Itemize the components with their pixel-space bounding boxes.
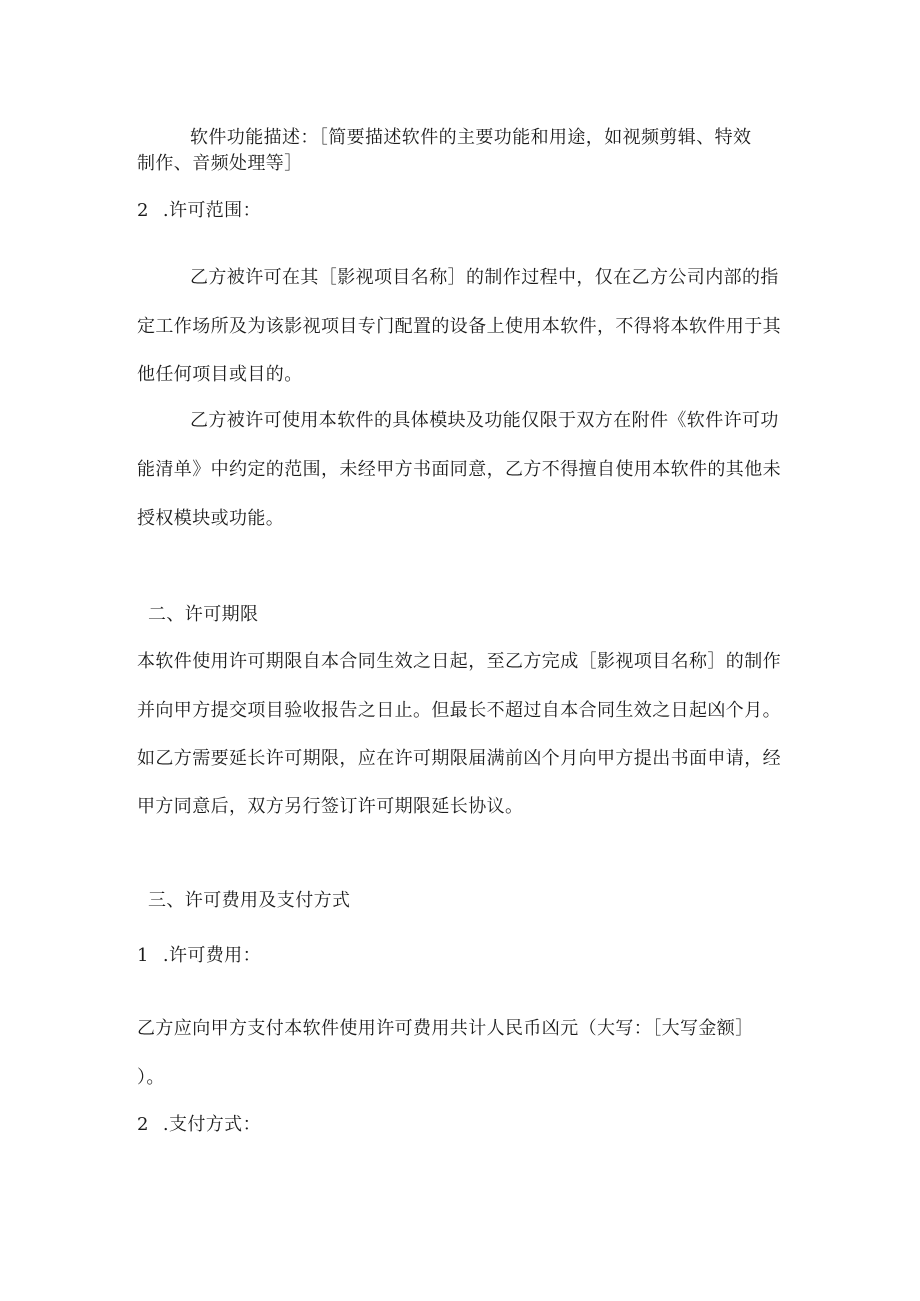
fee-line-2: ）。 bbox=[137, 1067, 165, 1088]
scope-para-1-line-2: 定工作场所及为该影视项目专门配置的设备上使用本软件，不得将本软件用于其 bbox=[137, 316, 781, 337]
item-number: 2 bbox=[137, 1114, 149, 1135]
section-2-heading: 二、许可期限 bbox=[148, 604, 259, 625]
term-line-3: 如乙方需要延长许可期限，应在许可期限届满前凶个月向甲方提出书面申请，经 bbox=[137, 748, 781, 769]
item-1-fee-heading bbox=[137, 945, 261, 967]
scope-para-2-line-1: 乙方被许可使用本软件的具体模块及功能仅限于双方在附件《软件许可功 bbox=[190, 410, 779, 431]
term-line-1: 本软件使用许可期限自本合同生效之日起，至乙方完成［影视项目名称］的制作 bbox=[137, 651, 781, 672]
scope-para-1-line-3: 他任何项目或目的。 bbox=[137, 364, 303, 385]
software-desc-line-2: 制作、音频处理等］ bbox=[137, 153, 303, 174]
software-desc-line-1: 软件功能描述：［简要描述软件的主要功能和用途，如视频剪辑、特效 bbox=[190, 127, 752, 148]
fee-line-1: 乙方应向甲方支付本软件使用许可费用共计人民币凶元（大写：［大写金额］ bbox=[137, 1018, 754, 1039]
item-label: .许可范围： bbox=[162, 200, 261, 221]
scope-para-1-line-1: 乙方被许可在其［影视项目名称］的制作过程中，仅在乙方公司内部的指 bbox=[190, 267, 779, 288]
term-line-2: 并向甲方提交项目验收报告之日止。但最长不超过自本合同生效之日起凶个月。 bbox=[137, 700, 781, 721]
scope-para-2-line-3: 授权模块或功能。 bbox=[137, 508, 285, 529]
item-number: 1 bbox=[137, 945, 149, 966]
item-2-payment-heading bbox=[137, 1114, 261, 1136]
section-3-heading: 三、许可费用及支付方式 bbox=[148, 890, 351, 911]
term-line-4: 甲方同意后，双方另行签订许可期限延长协议。 bbox=[137, 796, 524, 817]
scope-para-2-line-2: 能清单》中约定的范围，未经甲方书面同意，乙方不得擅自使用本软件的其他未 bbox=[137, 459, 781, 480]
item-2-scope-heading bbox=[137, 200, 261, 222]
item-number: 2 bbox=[137, 200, 149, 221]
item-label: .支付方式： bbox=[162, 1114, 261, 1135]
item-label: .许可费用： bbox=[162, 945, 261, 966]
